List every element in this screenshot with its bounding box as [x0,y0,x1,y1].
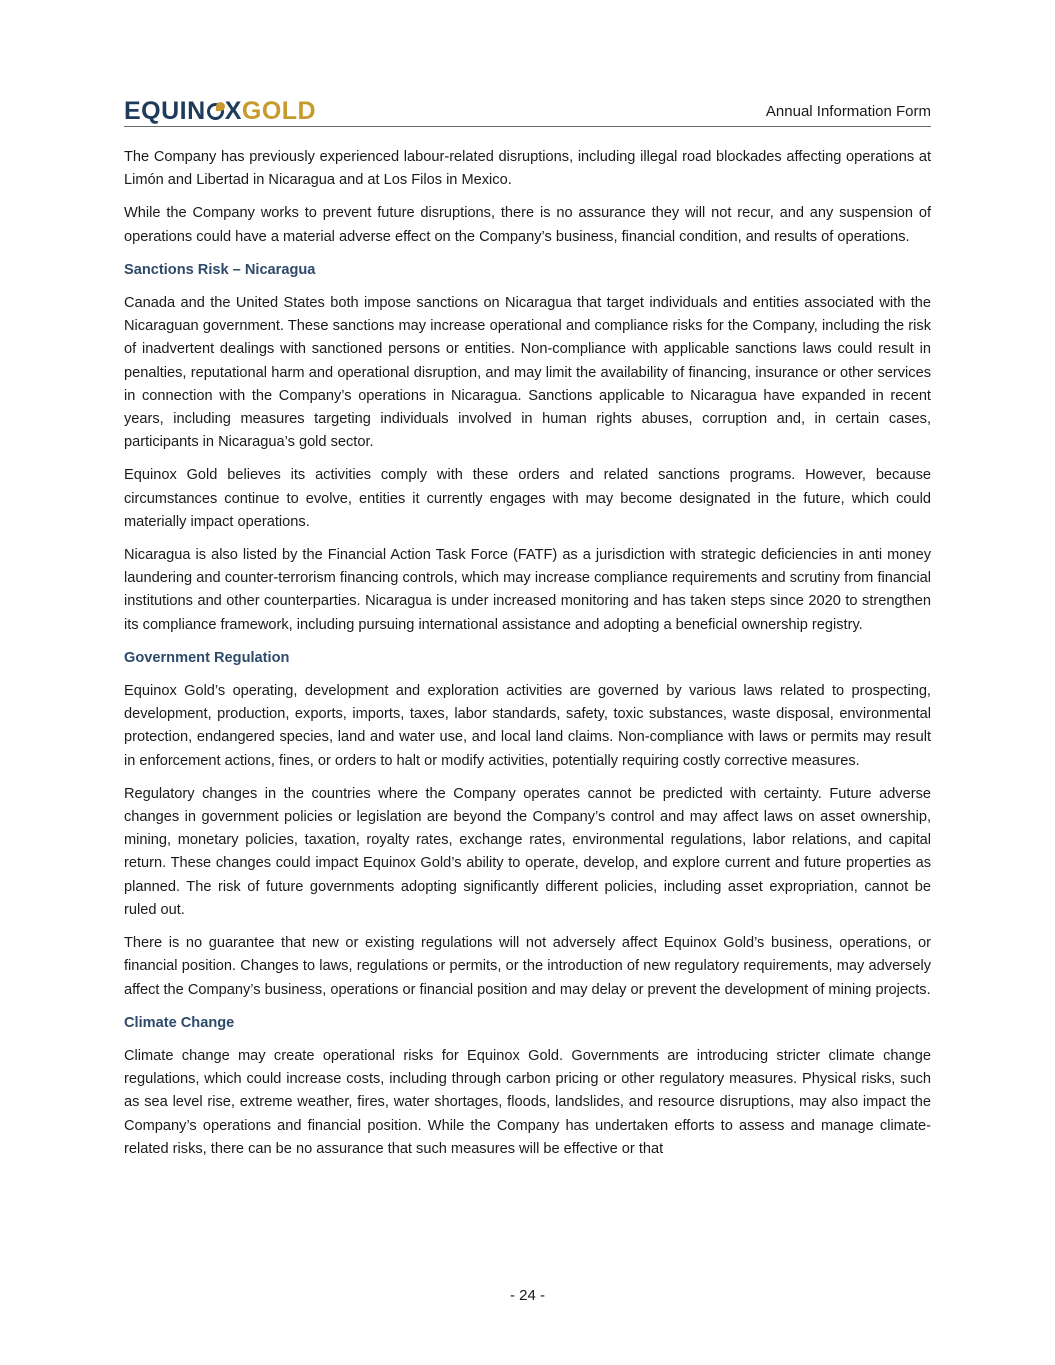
paragraph-regulation-laws: Equinox Gold’s operating, development and exploration activities are governed by various laws related to prospecting, development, production, exports, imports, taxes, labor standards, safety, toxic substances, waste disposal, environmental protection, endangered species, land and water use, and local land claims. Non-compliance with laws or permits may result in enforcement actions, fines, or orders to halt or modify activities, potentially requiring costly corrective measures. [124,683,931,769]
paragraph-labour-disruptions: The Company has previously experienced labour-related disruptions, including illegal road blockades affecting operations at Limón and Libertad in Nicaragua and at Los Filos in Mexico. [124,149,931,189]
paragraph-disruption-assurance: While the Company works to prevent future disruptions, there is no assurance they will not recur, and any suspension of operations could have a material adverse effect on the Company’s business, financial condition, and results of operations. [124,205,931,245]
document-title: Annual Information Form [765,103,931,120]
heading-sanctions-risk: Sanctions Risk – Nicaragua [124,261,316,278]
equinox-gold-logo [124,98,316,124]
page-number: - 24 - [509,1287,545,1304]
paragraph-regulation-guarantee: There is no guarantee that new or existing regulations will not adversely affect Equinox Gold’s business, operations, or financial position. Changes to laws, regulations or permits, or the introduction of new regulatory requirements, may adversely affect the Company’s business, operations or financial position and may delay or prevent the development of mining projects. [124,935,931,998]
paragraph-climate-change: Climate change may create operational risks for Equinox Gold. Governments are introducing stricter climate change regulations, which could increase costs, including through carbon pricing or other regulatory measures. Physical risks, such as sea level rise, extreme weather, fires, water shortages, floods, landslides, and resource disruptions, may also impact the Company’s operations and financial position. While the Company has undertaken efforts to assess and manage climate-related risks, there can be no assurance that such measures will be effective or that [124,1047,931,1157]
logo-text-equin: EQUIN [124,97,206,125]
logo-text-x: X [224,97,242,125]
document-body [124,146,931,1171]
heading-climate-change: Climate Change [124,1014,235,1031]
logo-text-gold: GOLD [241,97,317,125]
paragraph-sanctions-compliance: Equinox Gold believes its activities comply with these orders and related sanctions programs. However, because circumstances continue to evolve, entities it currently engages with may become designated in the future, which could materially impact operations. [124,467,931,530]
logo-o-icon [207,103,224,120]
paragraph-regulatory-changes: Regulatory changes in the countries where the Company operates cannot be predicted with certainty. Future adverse changes in government policies or legislation are beyond the Company’s control and may affect laws on asset ownership, mining, monetary policies, taxation, royalty rates, exchange rates, environmental regulations, labor relations, and capital return. These changes could impact Equinox Gold’s ability to operate, develop, and explore current and future properties as planned. The risk of future governments adopting significantly different policies, including asset expropriation, cannot be ruled out. [124,785,931,918]
heading-government-regulation: Government Regulation [124,649,290,666]
paragraph-sanctions: Canada and the United States both impose sanctions on Nicaragua that target individuals and entities associated with the Nicaraguan government. These sanctions may increase operational and compliance risks for the Company, including the risk of inadvertent dealings with sanctioned persons or entities. Non-compliance with applicable sanctions laws could result in penalties, reputational harm and operational disruption, and may limit the availability of financing, insurance or other services in connection with the Company’s operations in Nicaragua. Sanctions applicable to Nicaragua have expanded in recent years, including measures targeting individuals involved in human rights abuses, corruption and, in certain cases, participants in Nicaragua’s gold sector. [124,295,931,451]
paragraph-fatf: Nicaragua is also listed by the Financial Action Task Force (FATF) as a jurisdiction with strategic deficiencies in anti money laundering and counter-terrorism financing controls, which may increase compliance requirements and scrutiny from financial institutions and other counterparties. Nicaragua is under increased monitoring and has taken steps since 2020 to strengthen its compliance framework, including pursuing international assistance and adopting a beneficial ownership registry. [124,547,931,633]
page-header [124,94,931,127]
